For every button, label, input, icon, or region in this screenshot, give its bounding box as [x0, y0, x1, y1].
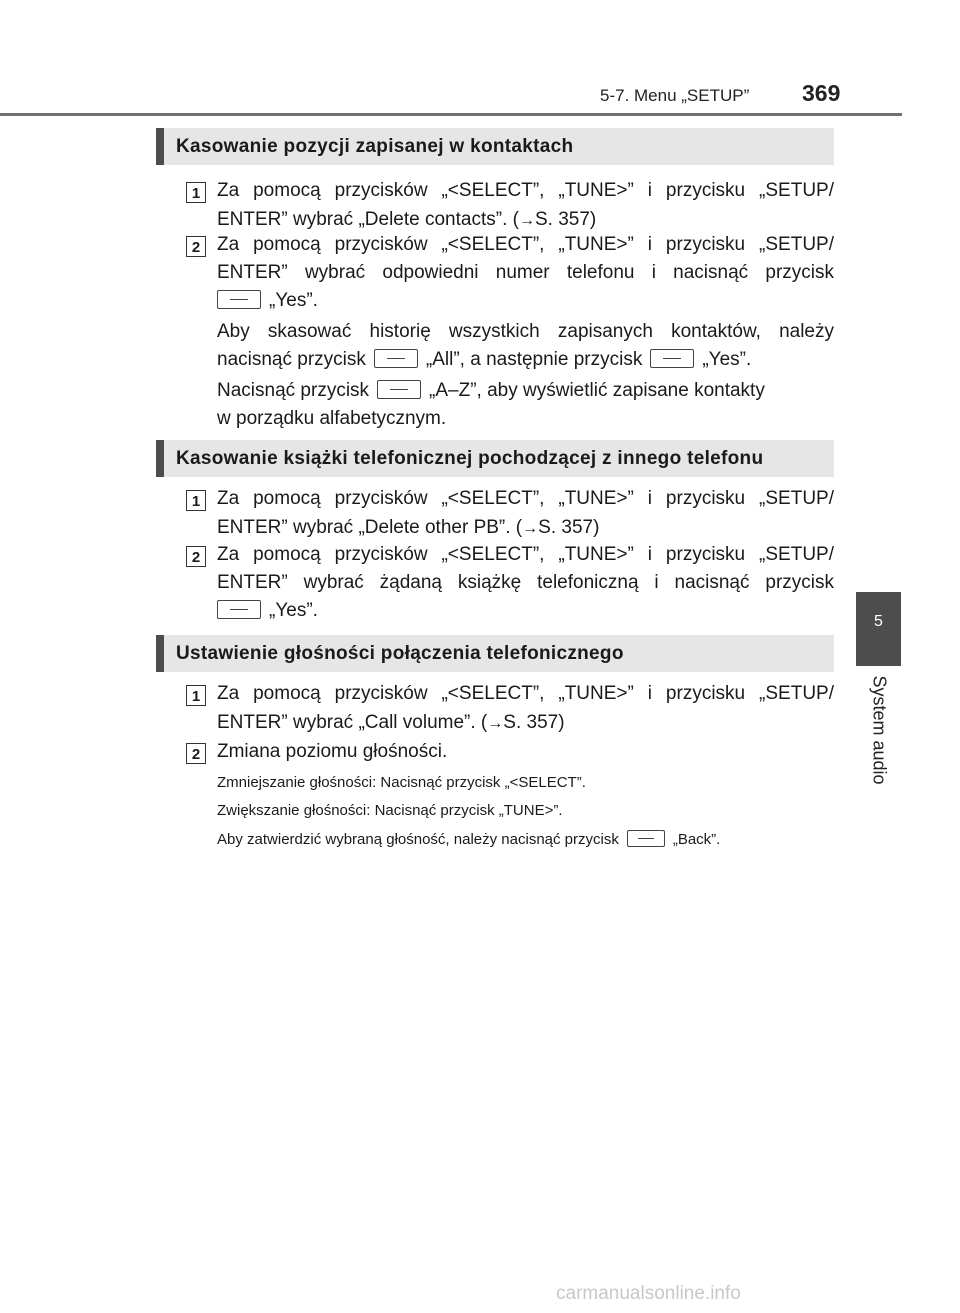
header-divider	[0, 113, 902, 116]
note-text	[217, 380, 765, 402]
chapter-label: System audio	[869, 675, 890, 785]
step-text: Za pomocą przycisków „<SELECT”, „TUNE>” i przycisku „SETUP/	[217, 180, 834, 201]
page-number: 369	[802, 80, 841, 106]
step-text	[217, 517, 599, 539]
arrow-icon: →	[518, 212, 535, 229]
step-text-part: ENTER” wybrać „Call volume”. (	[217, 712, 488, 733]
step-text	[209, 600, 318, 622]
step-text: Za pomocą przycisków „<SELECT”, „TUNE>” i przycisku „SETUP/	[217, 234, 834, 255]
page-ref: S. 357)	[534, 209, 597, 230]
chapter-number: 5	[874, 613, 883, 630]
arrow-icon: →	[487, 715, 504, 732]
detail-text: Zmniejszanie głośności: Nacisnąć przycisk „<SELECT”.	[217, 774, 586, 791]
arrow-icon: →	[522, 520, 539, 537]
detail-text	[217, 830, 720, 848]
screen-button-icon	[627, 830, 665, 847]
header-section-title: 5-7. Menu „SETUP”	[600, 86, 750, 105]
step-text: Za pomocą przycisków „<SELECT”, „TUNE>” i przycisku „SETUP/	[217, 544, 834, 565]
screen-button-icon	[650, 349, 694, 368]
section-heading-call-volume: Ustawienie głośności połączenia telefonicznego	[156, 635, 834, 672]
step-number: 2	[186, 236, 206, 257]
screen-button-icon	[377, 380, 421, 399]
step-number: 1	[186, 182, 206, 203]
detail-text-part: Aby zatwierdzić wybraną głośność, należy nacisnąć przycisk	[217, 831, 619, 848]
note-text-part: nacisnąć przycisk	[217, 349, 366, 370]
step-text	[217, 712, 565, 734]
step-text: Za pomocą przycisków „<SELECT”, „TUNE>” i przycisku „SETUP/	[217, 488, 834, 509]
note-text	[217, 349, 751, 371]
step-number: 2	[186, 743, 206, 764]
note-text-part: „A–Z”, aby wyświetlić zapisane kontakty	[429, 380, 765, 401]
step-text-part: ENTER” wybrać „Delete other PB”. (	[217, 517, 523, 538]
watermark: carmanualsonline.info	[556, 1283, 741, 1304]
button-label: „Yes”.	[269, 290, 318, 311]
page-ref: S. 357)	[538, 517, 600, 538]
step-text	[209, 290, 318, 312]
screen-button-icon	[374, 349, 418, 368]
step-number: 1	[186, 490, 206, 511]
step-text: ENTER” wybrać żądaną książkę telefoniczną i nacisnąć przycisk	[217, 572, 834, 593]
screen-button-icon	[217, 600, 261, 619]
page-ref: S. 357)	[503, 712, 565, 733]
step-text	[217, 209, 596, 231]
chapter-tab	[856, 592, 901, 666]
step-number: 2	[186, 546, 206, 567]
note-text: w porządku alfabetycznym.	[217, 408, 447, 429]
button-label: „Yes”.	[269, 600, 318, 621]
step-text-part: ENTER” wybrać „Delete contacts”. (	[217, 209, 519, 230]
step-number: 1	[186, 685, 206, 706]
note-text-part: „All”, a następnie przycisk	[425, 349, 643, 370]
step-text: ENTER” wybrać odpowiedni numer telefonu i nacisnąć przycisk	[217, 262, 834, 283]
note-text-part: Nacisnąć przycisk	[217, 380, 370, 401]
section-heading-delete-other-phonebook: Kasowanie książki telefonicznej pochodzącej z innego telefonu	[156, 440, 834, 477]
section-heading-delete-contact: Kasowanie pozycji zapisanej w kontaktach	[156, 128, 834, 165]
step-text: Za pomocą przycisków „<SELECT”, „TUNE>” i przycisku „SETUP/	[217, 683, 834, 704]
detail-text: Zwiększanie głośności: Nacisnąć przycisk „TUNE>”.	[217, 802, 563, 819]
screen-button-icon	[217, 290, 261, 309]
note-text-part: „Yes”.	[702, 349, 752, 370]
step-text: Zmiana poziomu głośności.	[217, 741, 448, 762]
button-label: „Back”.	[672, 831, 721, 848]
note-text: Aby skasować historię wszystkich zapisanych kontaktów, należy	[217, 321, 834, 342]
